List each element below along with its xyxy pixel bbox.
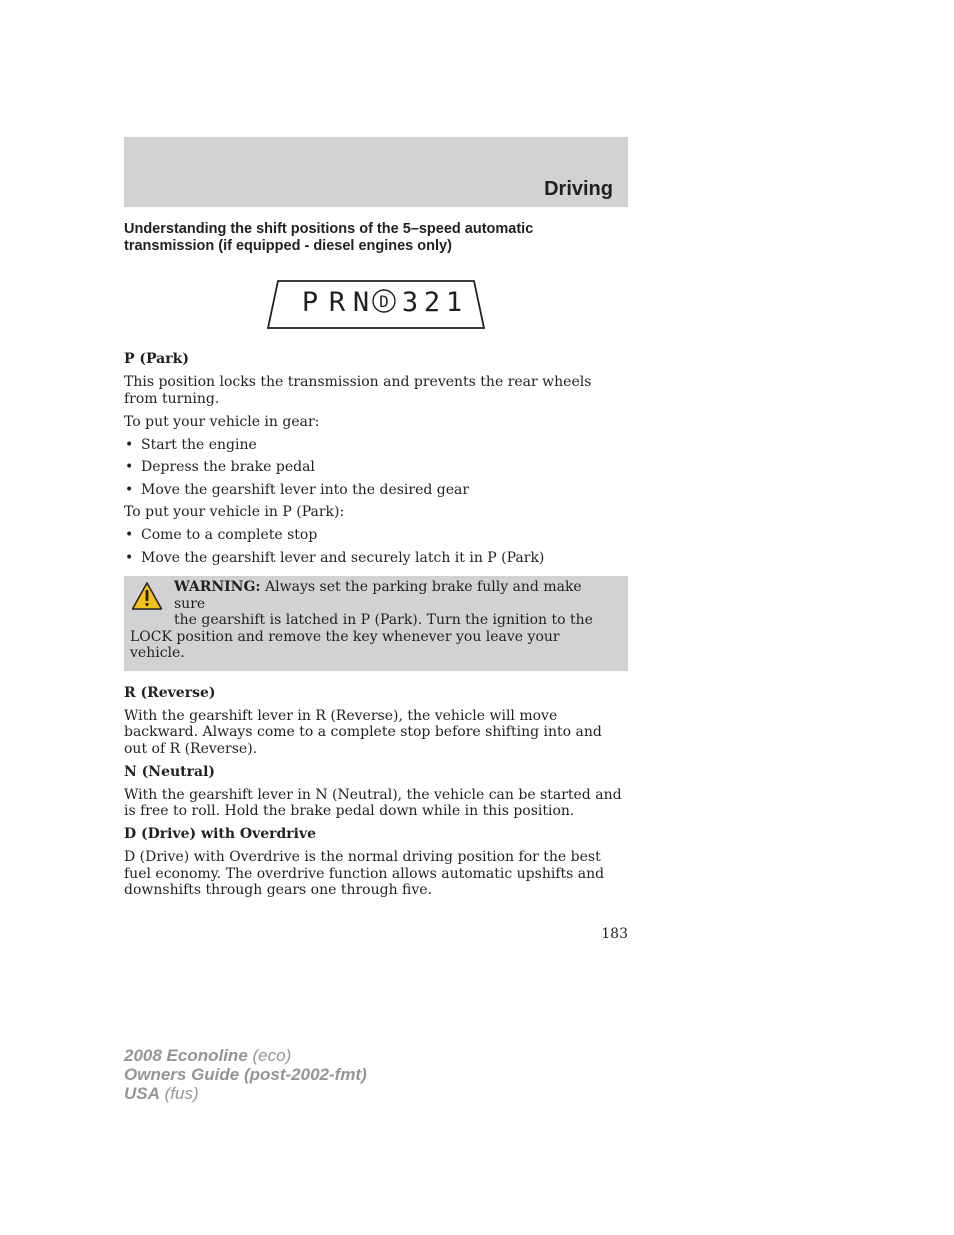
in-gear-steps xyxy=(124,437,628,499)
drive-description: D (Drive) with Overdrive is the normal driving position for the best fuel economy. The overdrive function allows automatic upshifts and downshifts through gears one through five. xyxy=(124,849,605,898)
gear-position-3: 3 xyxy=(401,287,419,318)
gear-position-r: R xyxy=(328,287,346,318)
gear-position-1: 1 xyxy=(445,287,463,318)
warning-line-2: the gearshift is latched in P (Park). Turn the ignition to the xyxy=(174,612,593,628)
warning-triangle-icon xyxy=(131,581,163,611)
neutral-heading: N (Neutral) xyxy=(124,763,216,780)
section-title: Driving xyxy=(544,178,613,200)
gear-position-n: N xyxy=(352,287,370,318)
bullet-icon: • xyxy=(125,527,134,543)
footer-line-3: USA (fus) xyxy=(124,1084,199,1103)
park-steps xyxy=(124,527,628,566)
gear-indicator-graphic xyxy=(266,279,486,331)
section-header-band xyxy=(124,137,628,207)
park-heading: P (Park) xyxy=(124,351,189,367)
gear-position-p: P xyxy=(301,287,319,318)
page-number: 183 xyxy=(601,926,628,942)
warning-label: WARNING: xyxy=(174,579,261,595)
list-item: • Come to a complete stop xyxy=(125,527,318,543)
footer xyxy=(124,1046,367,1103)
warning-line-3: LOCK position and remove the key whenever you leave your vehicle. xyxy=(130,628,560,661)
park-intro: To put your vehicle in P (Park): xyxy=(124,504,345,520)
bullet-icon: • xyxy=(125,481,134,498)
section-heading: Understanding the shift positions of the 5–speed automatic transmission (if equipped - diesel engines only) xyxy=(124,221,534,254)
list-item: • Start the engine xyxy=(125,436,257,453)
in-gear-intro: To put your vehicle in gear: xyxy=(124,413,320,430)
reverse-description: With the gearshift lever in R (Reverse), the vehicle will move backward. Always come to a complete stop before shifting into and out of R (Reverse). xyxy=(124,707,602,757)
warning-box xyxy=(124,576,628,671)
gear-position-2: 2 xyxy=(423,287,441,318)
gear-position-indicator xyxy=(266,279,486,331)
drive-heading: D (Drive) with Overdrive xyxy=(124,826,317,842)
list-item: • Move the gearshift lever into the desired gear xyxy=(125,481,470,498)
list-item: • Depress the brake pedal xyxy=(125,459,315,475)
bullet-icon: • xyxy=(125,459,134,475)
neutral-description: With the gearshift lever in N (Neutral), the vehicle can be started and is free to roll. Hold the brake pedal down while in this position. xyxy=(124,786,622,819)
bullet-icon: • xyxy=(125,549,134,566)
footer-line-2: Owners Guide (post-2002-fmt) xyxy=(124,1065,367,1084)
warning-first-lines xyxy=(130,579,604,629)
main-content xyxy=(124,351,628,905)
warning-text-top xyxy=(174,579,604,629)
reverse-heading: R (Reverse) xyxy=(124,684,216,701)
footer-line-1: 2008 Econoline (eco) xyxy=(124,1046,292,1065)
warning-line-1: Always set the parking brake fully and make sure xyxy=(174,579,582,612)
list-item: • Move the gearshift lever and securely latch it in P (Park) xyxy=(125,549,545,566)
park-description: This position locks the transmission and prevents the rear wheels from turning. xyxy=(124,374,592,407)
gear-position-d: D xyxy=(379,292,389,311)
bullet-icon: • xyxy=(125,436,134,453)
